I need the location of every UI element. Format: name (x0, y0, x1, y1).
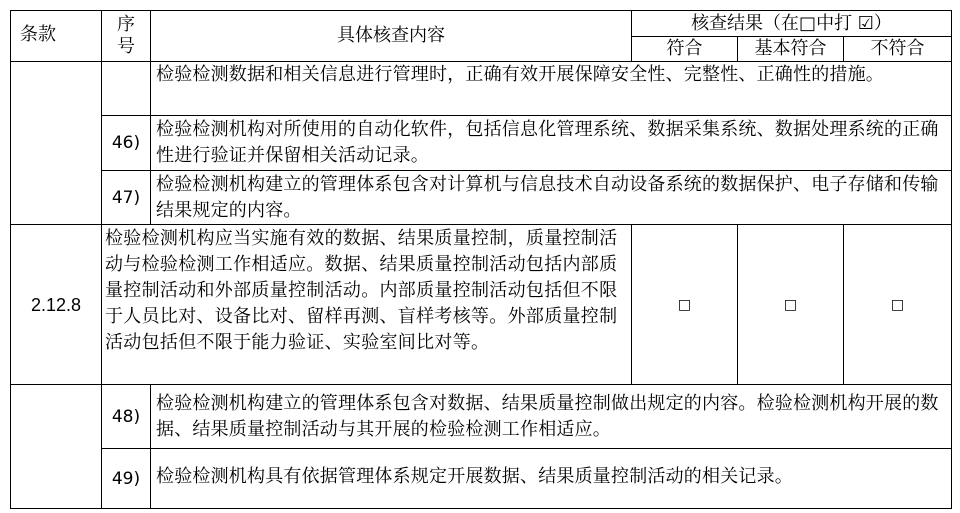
seq-text-row3: 47) (111, 187, 141, 208)
header-nonconform-label: 不符合 (870, 38, 925, 59)
clause-content-text: 检验检测机构应当实施有效的数据、结果质量控制，质量控制活动与检验检测工作相适应。数据、结果质量控制活动包括内部质量控制活动和外部质量控制活动。内部质量控制活动包括但不限于人员比对、设备比对、留样再测、盲样考核等。外部质量控制活动包括但不限于能力验证、实验室间比对等。 (105, 228, 618, 353)
clause-cell-lower (10, 384, 102, 509)
clause-cell-upper (10, 61, 102, 225)
seq-text-row48: 48) (111, 406, 141, 427)
clause-number: 2.12.8 (30, 294, 82, 315)
header-seq-label: 序 号 (117, 14, 135, 57)
content-text-row49: 检验检测机构具有依据管理体系规定开展数据、结果质量控制活动的相关记录。 (156, 466, 793, 487)
checkbox-conform[interactable]: □ (677, 296, 692, 313)
seq-cell-row1 (101, 61, 151, 116)
header-conform-label: 符合 (666, 38, 703, 59)
content-text-row1: 检验检测数据和相关信息进行管理时，正确有效开展保障安全性、完整性、正确性的措施。 (156, 64, 884, 85)
header-basic-label: 基本符合 (754, 38, 827, 59)
seq-text-row2: 46) (111, 133, 141, 153)
content-text-row48: 检验检测机构建立的管理体系包含对数据、结果质量控制做出规定的内容。检验检测机构开展的数据、结果质量控制活动与其开展的检验检测工作相适应。 (156, 393, 939, 440)
seq-text-row49: 49) (111, 468, 141, 489)
header-result-label: 核查结果（在□中打 ☑） (691, 12, 892, 34)
content-text-row2: 检验检测机构对所使用的自动化软件，包括信息化管理系统、数据采集系统、数据处理系统的正确性进行验证并保留相关活动记录。 (156, 119, 939, 166)
content-text-row3: 检验检测机构建立的管理体系包含对计算机与信息技术自动设备系统的数据保护、电子存储和传输结果规定的内容。 (156, 174, 939, 221)
checkbox-basic[interactable]: □ (783, 296, 798, 313)
checkbox-nonconform[interactable]: □ (890, 296, 905, 313)
header-content-label: 具体核查内容 (337, 25, 445, 46)
header-clause-label: 条款 (20, 24, 56, 45)
